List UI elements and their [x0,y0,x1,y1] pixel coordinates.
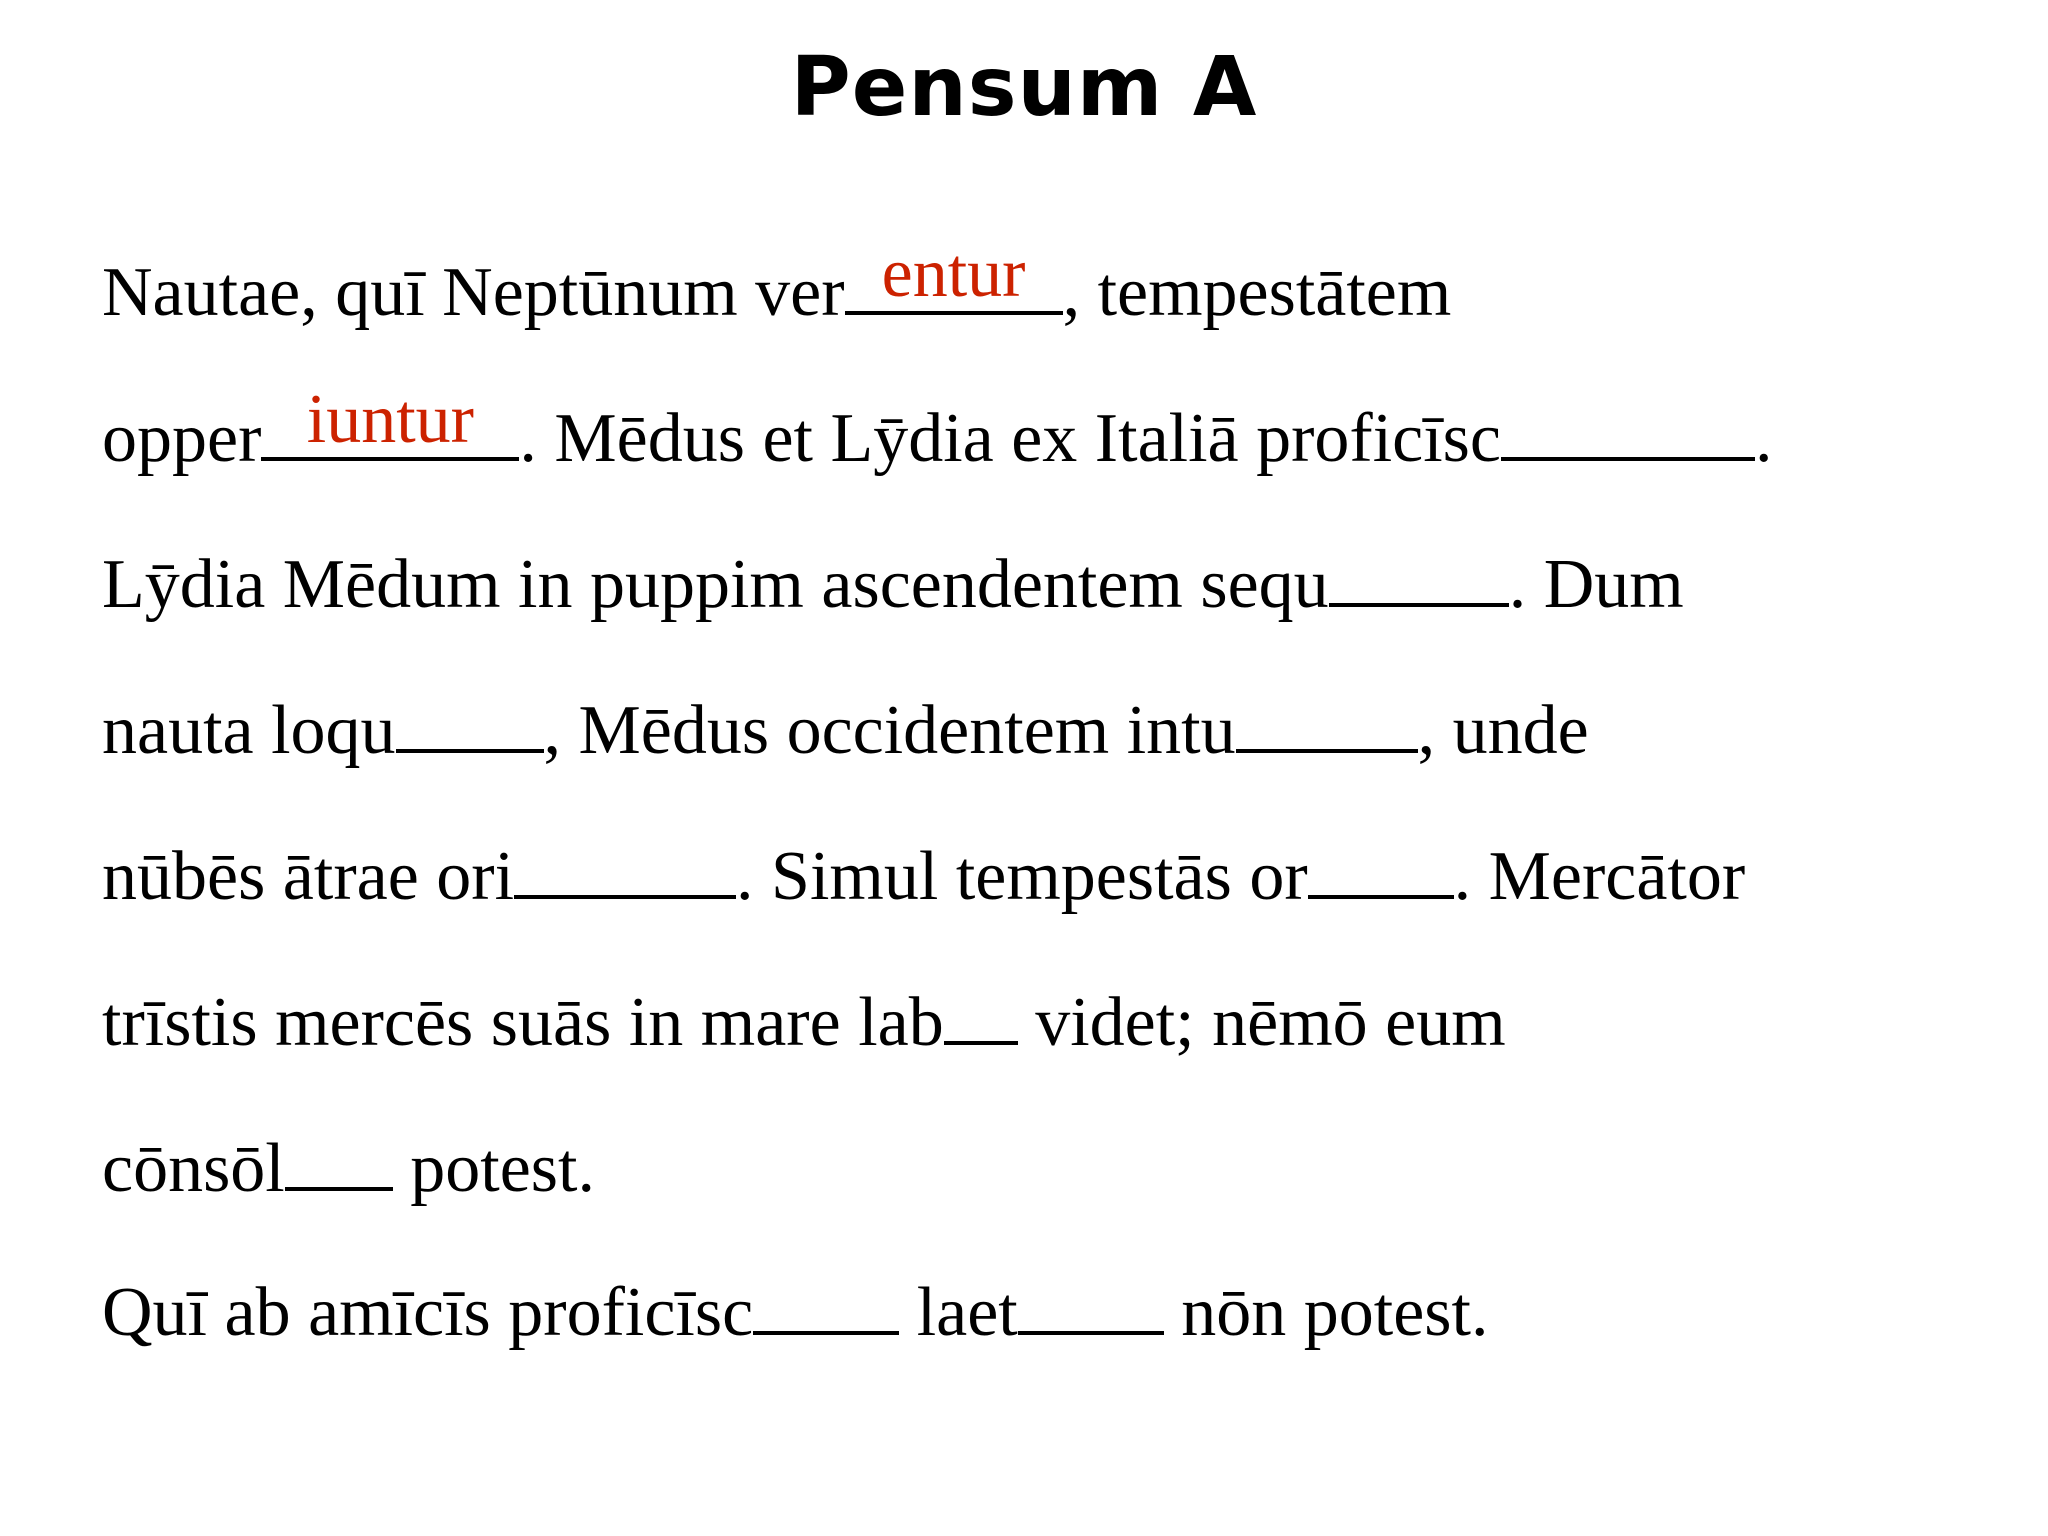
exercise-line-6 [102,950,1982,1096]
text-segment: , unde [1417,692,1589,769]
blank[interactable] [1236,689,1418,753]
text-segment: . Simul tempestās or [736,838,1308,915]
page-title: Pensum A [790,40,1258,135]
text-segment: . Mercātor [1453,838,1746,915]
text-segment: videt; nēmō eum [1017,984,1506,1061]
exercise-line-7 [102,1096,1982,1242]
blank[interactable] [1308,835,1454,899]
exercise-line-3 [102,512,1982,658]
exercise-line-4 [102,658,1982,804]
blank[interactable] [285,1127,393,1191]
blank[interactable] [396,689,544,753]
exercise-line-1 [102,220,1982,366]
blank[interactable] [514,835,736,899]
blank-filled[interactable] [261,381,519,461]
answer-text: entur [881,235,1026,312]
blank[interactable] [1329,543,1509,607]
text-segment: nauta loqu [102,692,396,769]
text-segment: , tempestātem [1062,254,1452,331]
text-segment: potest. [392,1130,595,1207]
text-segment: trīstis mercēs suās in mare lab [102,984,944,1061]
exercise-line-2 [102,366,1982,512]
text-segment: . Dum [1508,546,1684,623]
exercise-line-8 [102,1240,1982,1386]
blank[interactable] [753,1271,899,1335]
text-segment: cōnsōl [102,1130,285,1207]
text-segment: . Mēdus et Lȳdia ex Italiā proficīsc [519,400,1501,477]
blank[interactable] [1018,1271,1164,1335]
text-segment: Lȳdia Mēdum in puppim ascendentem sequ [102,546,1329,623]
text-segment: Quī ab amīcīs proficīsc [102,1274,754,1351]
text-segment: , Mēdus occidentem intu [543,692,1236,769]
blank[interactable] [944,981,1018,1045]
text-segment: nōn potest. [1163,1274,1489,1351]
exercise-text [102,220,1982,1388]
answer-text: iuntur [306,381,474,458]
blank-filled[interactable] [845,235,1063,315]
text-segment: Nautae, quī Neptūnum ver [102,254,845,331]
text-segment: nūbēs ātrae ori [102,838,515,915]
exercise-line-5 [102,804,1982,950]
text-segment: . [1755,400,1773,477]
text-segment: laet [899,1274,1018,1351]
blank[interactable] [1501,397,1755,461]
text-segment: opper [102,400,262,477]
